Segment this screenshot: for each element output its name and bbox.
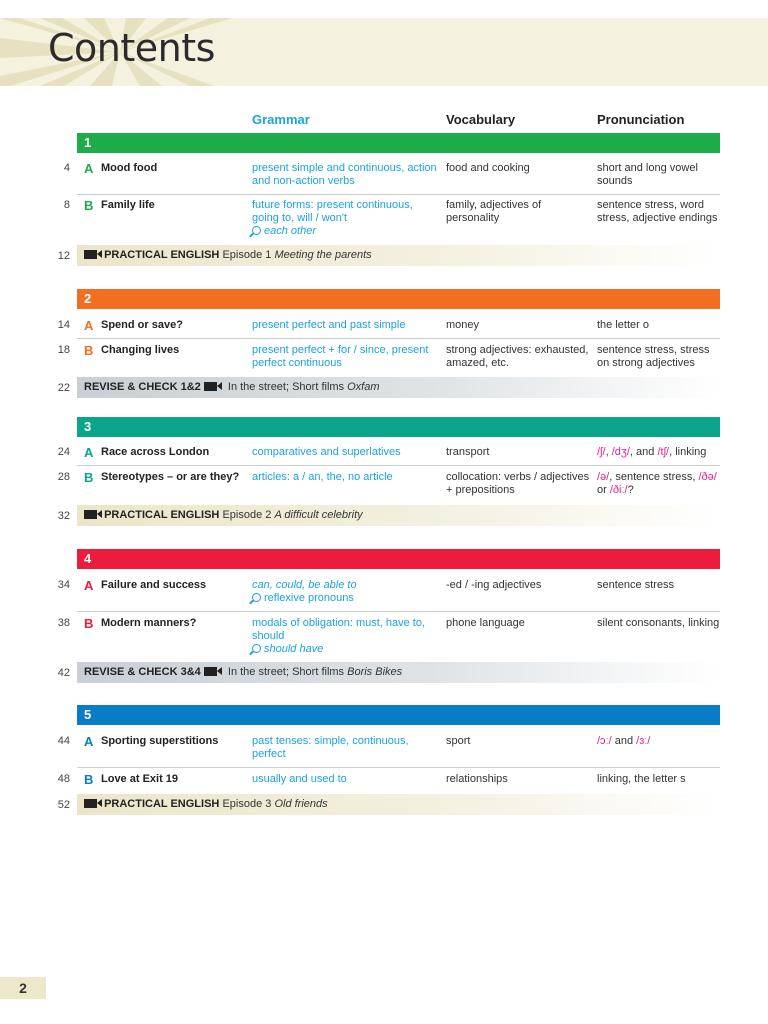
page-title: Contents: [48, 26, 215, 70]
lesson-page-number: 24: [57, 446, 70, 458]
lesson-title: Changing lives: [101, 344, 180, 356]
unit-2-header: 2: [77, 289, 720, 309]
column-heading-grammar: Grammar: [252, 112, 310, 127]
lesson-letter: A: [84, 318, 94, 333]
lesson-pronunciation: /ʃ/, /dʒ/, and /tʃ/, linking: [597, 446, 707, 458]
lesson-grammar-block: [252, 199, 440, 238]
lesson-vocabulary: phone language: [446, 617, 525, 629]
lesson-pronunciation: /ɔː/ and /ɜː/: [597, 735, 651, 747]
lesson-vocabulary: sport: [446, 735, 471, 747]
magnifier-icon: [252, 644, 261, 653]
lesson-vocabulary: -ed / -ing adjectives: [446, 579, 542, 591]
row-divider: [77, 611, 720, 612]
lesson-vocabulary: money: [446, 319, 480, 331]
band-label: PRACTICAL ENGLISH: [104, 798, 220, 810]
lesson-letter: A: [84, 734, 94, 749]
video-camera-icon: [204, 667, 217, 676]
band-episode: Episode 2: [222, 509, 272, 521]
lesson-title: Race across London: [101, 446, 210, 458]
band-title: A difficult celebrity: [274, 509, 363, 521]
band-page-number: 32: [57, 510, 70, 522]
lesson-pronunciation: short and long vowel sounds: [597, 162, 698, 187]
lesson-page-number: 4: [63, 162, 70, 174]
band-title: Oxfam: [347, 381, 380, 393]
column-heading-pronunciation: Pronunciation: [597, 112, 685, 127]
lesson-pronunciation: sentence stress, word stress, adjective endings: [597, 199, 718, 224]
lesson-grammar: present perfect + for / since, present perfect continuous: [252, 344, 429, 369]
lesson-pronunciation: silent consonants, linking: [597, 617, 720, 629]
lesson-title: Love at Exit 19: [101, 773, 179, 785]
lesson-grammar-extra: each other: [264, 225, 316, 237]
lesson-pronunciation: sentence stress, stress on strong adjectives: [597, 344, 710, 369]
band-label: PRACTICAL ENGLISH: [104, 509, 220, 521]
practical-english-band[interactable]: [77, 505, 720, 526]
row-divider: [77, 194, 720, 195]
lesson-title: Failure and success: [101, 579, 207, 591]
band-episode: In the street; Short films: [227, 666, 345, 678]
lesson-page-number: 48: [57, 773, 70, 785]
lesson-letter: A: [84, 161, 94, 176]
practical-english-band[interactable]: [77, 794, 720, 815]
lesson-pronunciation: linking, the letter s: [597, 773, 686, 785]
band-page-number: 22: [57, 382, 70, 394]
lesson-grammar-block: [252, 579, 440, 605]
lesson-page-number: 18: [57, 344, 70, 356]
page-number: 2: [0, 977, 46, 999]
lesson-title: Sporting superstitions: [101, 735, 219, 747]
unit-1-header: 1: [77, 133, 720, 153]
lesson-letter: B: [84, 616, 94, 631]
practical-english-band[interactable]: [77, 245, 720, 266]
lesson-letter: B: [84, 470, 94, 485]
band-label: REVISE & CHECK 3&4: [84, 666, 201, 678]
column-heading-vocabulary: Vocabulary: [446, 112, 516, 127]
revise-check-band[interactable]: [77, 662, 720, 683]
unit-5-header: 5: [77, 705, 720, 725]
lesson-vocabulary: strong adjectives: exhausted, amazed, etc.: [446, 344, 589, 369]
lesson-vocabulary: collocation: verbs / adjectives + prepositions: [446, 471, 590, 496]
magnifier-icon: [252, 226, 261, 235]
lesson-vocabulary: relationships: [446, 773, 508, 785]
lesson-pronunciation: sentence stress: [597, 579, 675, 591]
lesson-grammar: present perfect and past simple: [252, 319, 406, 331]
lesson-title: Modern manners?: [101, 617, 197, 629]
band-page-number: 42: [57, 667, 70, 679]
video-camera-icon: [204, 382, 217, 391]
lesson-page-number: 14: [57, 319, 70, 331]
lesson-title: Stereotypes – or are they?: [101, 471, 240, 483]
band-label: PRACTICAL ENGLISH: [104, 249, 220, 261]
lesson-page-number: 38: [57, 617, 70, 629]
lesson-grammar: past tenses: simple, continuous, perfect: [252, 735, 409, 760]
band-episode: Episode 3: [222, 798, 272, 810]
lesson-vocabulary: family, adjectives of personality: [446, 199, 542, 224]
band-title: Meeting the parents: [274, 249, 372, 261]
lesson-letter: A: [84, 445, 94, 460]
band-episode: Episode 1: [222, 249, 272, 261]
lesson-grammar-extra: reflexive pronouns: [264, 592, 354, 604]
lesson-letter: B: [84, 772, 94, 787]
band-page-number: 12: [57, 250, 70, 262]
lesson-letter: B: [84, 343, 94, 358]
lesson-grammar: articles: a / an, the, no article: [252, 471, 393, 483]
lesson-page-number: 8: [63, 199, 70, 211]
lesson-grammar: can, could, be able to: [252, 579, 357, 591]
lesson-grammar: comparatives and superlatives: [252, 446, 401, 458]
lesson-grammar: present simple and continuous, action and non-action verbs: [252, 162, 437, 187]
lesson-page-number: 28: [57, 471, 70, 483]
band-title: Old friends: [274, 798, 328, 810]
band-title: Boris Bikes: [347, 666, 403, 678]
magnifier-icon: [252, 593, 261, 602]
revise-check-band[interactable]: [77, 377, 720, 398]
lesson-grammar-extra: should have: [264, 643, 324, 655]
video-camera-icon: [84, 799, 97, 808]
row-divider: [77, 338, 720, 339]
lesson-vocabulary: transport: [446, 446, 490, 458]
lesson-page-number: 34: [57, 579, 70, 591]
lesson-vocabulary: food and cooking: [446, 162, 530, 174]
lesson-letter: A: [84, 578, 94, 593]
row-divider: [77, 465, 720, 466]
video-camera-icon: [84, 510, 97, 519]
band-label: REVISE & CHECK 1&2: [84, 381, 201, 393]
unit-3-header: 3: [77, 417, 720, 437]
lesson-pronunciation: the letter o: [597, 319, 649, 331]
lesson-title: Family life: [101, 199, 155, 211]
lesson-grammar: usually and used to: [252, 773, 347, 785]
lesson-grammar: modals of obligation: must, have to, should: [252, 617, 426, 642]
lesson-title: Mood food: [101, 162, 158, 174]
unit-4-header: 4: [77, 549, 720, 569]
lesson-page-number: 44: [57, 735, 70, 747]
row-divider: [77, 767, 720, 768]
lesson-letter: B: [84, 198, 94, 213]
lesson-title: Spend or save?: [101, 319, 183, 331]
video-camera-icon: [84, 250, 97, 259]
band-episode: In the street; Short films: [227, 381, 345, 393]
lesson-grammar: future forms: present continuous, going to, will / won't: [252, 199, 413, 224]
lesson-grammar-block: [252, 617, 440, 656]
band-page-number: 52: [57, 799, 70, 811]
lesson-pronunciation: /ə/, sentence stress, /ðə/ or /ðiː/?: [597, 471, 717, 496]
